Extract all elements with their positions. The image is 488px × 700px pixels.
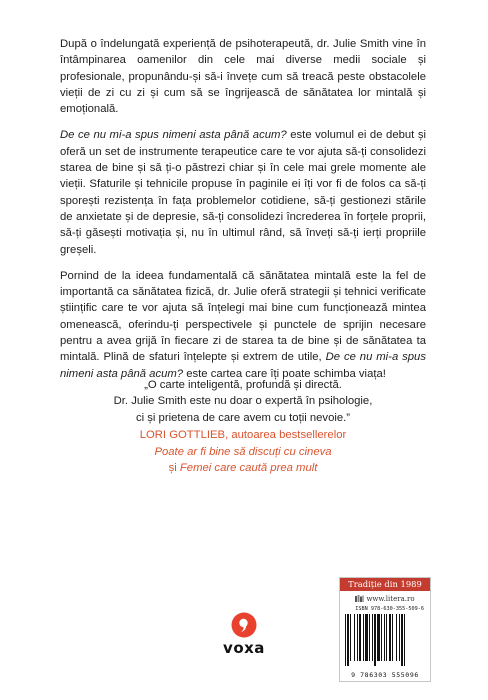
quote-author: LORI GOTTLIEB, autoarea bestsellerelor bbox=[139, 429, 347, 442]
url-text: www.litera.ro bbox=[366, 594, 415, 603]
barcode-bar bbox=[363, 614, 364, 661]
barcode-bar bbox=[359, 614, 361, 661]
quote-book-2: Femei care caută prea mult bbox=[179, 462, 318, 475]
blurb-paragraph-2 bbox=[60, 127, 426, 257]
barcode-panel bbox=[339, 577, 431, 682]
barcode-bar bbox=[381, 614, 382, 661]
blurb-paragraph-3 bbox=[60, 268, 426, 382]
barcode-bar bbox=[354, 614, 355, 661]
quote-and: și bbox=[168, 462, 180, 475]
barcode-bar bbox=[392, 614, 393, 661]
barcode-bar bbox=[365, 614, 368, 661]
quote-line-2: Dr. Julie Smith este nu doar o expertă în psihologie, bbox=[113, 395, 373, 408]
barcode-bar bbox=[384, 614, 385, 661]
barcode-bar bbox=[401, 614, 403, 666]
barcode-bars bbox=[344, 614, 426, 666]
book-title-inline: De ce nu mi-a spus nimeni asta până acum? bbox=[60, 351, 426, 380]
blurb-paragraph-3-text: Pornind de la ideea fundamentală că sănătatea mintală este la fel de importantă ca sănătatea fizică, dr. Julie oferă strategii și tehnici verificate științific care te vor ajuta să înțelegi mai bine cum funcționează mintea omenească, oferindu-ți perspectivele și punctele de sprijin necesare pentru a avea grijă în fiecare zi de starea ta de bine și de sănătatea ta mintală. Plină de sfaturi înțelepte și extrem de utile, bbox=[60, 269, 426, 364]
barcode-bar bbox=[345, 614, 346, 666]
endorsement-quote bbox=[60, 377, 426, 476]
books-icon bbox=[355, 595, 364, 602]
voxa-mark-icon bbox=[231, 612, 257, 638]
barcode-bar bbox=[369, 614, 370, 661]
publisher-name: voxa bbox=[223, 639, 265, 657]
barcode-bar bbox=[350, 614, 351, 661]
barcode-bar bbox=[399, 614, 400, 661]
blurb-paragraph-3-end: este cartea care îți poate schimba viața! bbox=[183, 367, 386, 380]
barcode-bar bbox=[357, 614, 358, 661]
back-cover-blurb bbox=[60, 36, 426, 382]
book-title-inline: De ce nu mi-a spus nimeni asta până acum? bbox=[60, 129, 287, 142]
barcode-digits: 9 786303 555096 bbox=[351, 671, 419, 679]
isbn-text: ISBN 978-630-355-509-6 bbox=[355, 606, 424, 612]
quote-line-3: ci și prietena de care avem cu toții nevoie.” bbox=[135, 411, 351, 424]
blurb-paragraph-2-text: este volumul ei de debut și oferă un set de instrumente terapeutice care te vor ajuta să-ți consolidezi starea de bine și să ți-o păstrezi chiar și în cele mai grele momente ale vieții. Sfaturile și tehnicile propuse în paginile ei îți vor fi de folos ca să-ți sporești rezistența în fața problemelor cotidiene, să-ți gestionezi stările de anxietate și de depresie, să-ți consolidezi încrederea în forțele proprii, să-ți găsești motivația și, nu în ultimul rând, să înveți să-ți ierți propriile greșeli. bbox=[60, 129, 426, 256]
barcode-bar bbox=[377, 614, 380, 661]
blurb-paragraph-1: După o îndelungată experiență de psihoterapeută, dr. Julie Smith vine în întâmpinarea oamenilor din cele mai diverse medii sociale și profesionale, propunându-și să-i învețe cum să treacă peste obstacolele vieții de zi cu zi și cum să se îngrijească de sănătatea lor mintală și emoțională. bbox=[60, 38, 426, 116]
barcode-bar bbox=[347, 614, 349, 666]
publisher-logo bbox=[221, 612, 267, 670]
quote-book-2-line bbox=[60, 460, 426, 476]
quote-book-1: Poate ar fi bine să discuți cu cineva bbox=[154, 445, 332, 458]
barcode-bar bbox=[404, 614, 405, 666]
quote-line-1: „O carte inteligentă, profundă și directă. bbox=[144, 379, 342, 391]
publisher-url bbox=[340, 592, 430, 605]
barcode-bar bbox=[396, 614, 397, 661]
barcode-bar bbox=[372, 614, 373, 661]
barcode-bar bbox=[386, 614, 387, 661]
tradition-banner: Tradiție din 1989 bbox=[340, 578, 430, 591]
barcode-bar bbox=[389, 614, 391, 661]
barcode-bar bbox=[374, 614, 376, 666]
